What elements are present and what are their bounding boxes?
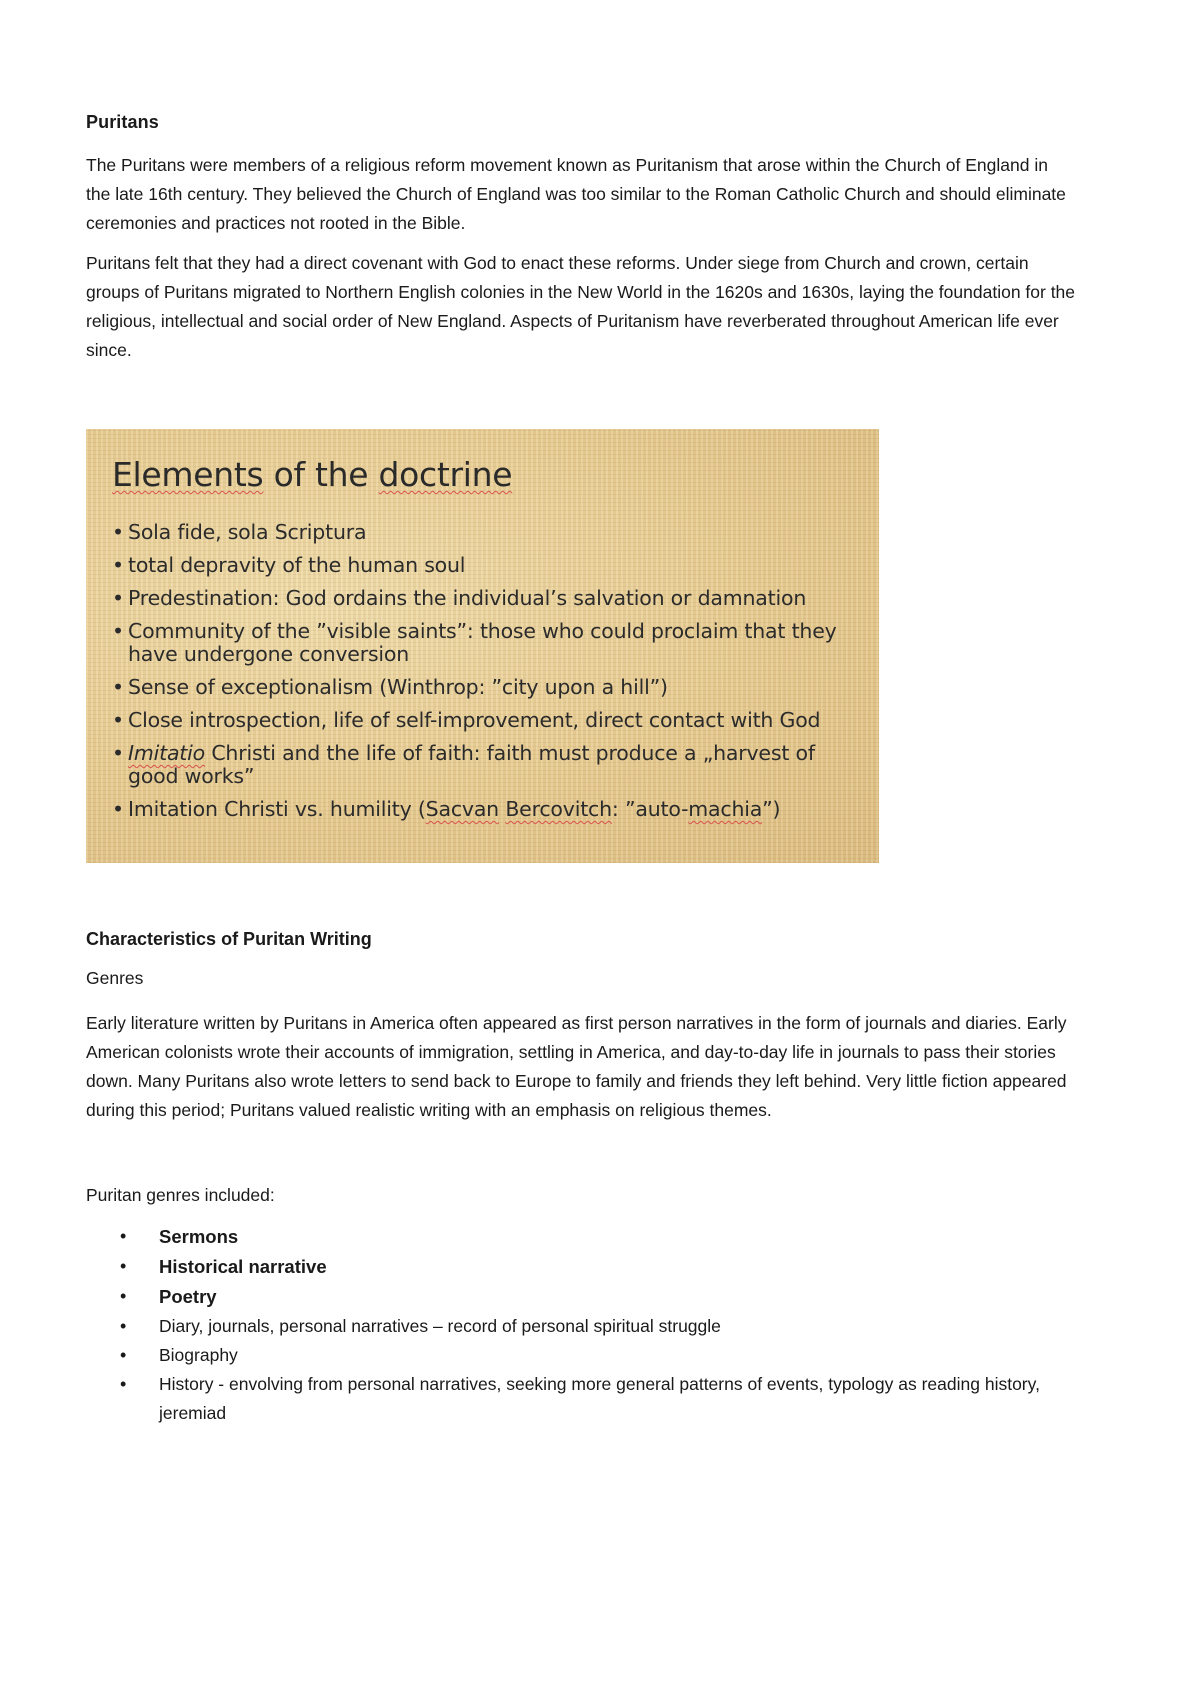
- bullet-icon: •: [112, 675, 124, 699]
- slide-title-word-doctrine: doctrine: [378, 455, 513, 494]
- document-page: [86, 112, 1086, 1428]
- bullet-icon: •: [120, 1256, 127, 1276]
- genre-item: [86, 1222, 1086, 1252]
- genre-item-text: Poetry: [159, 1286, 217, 1307]
- genre-item: [86, 1252, 1086, 1282]
- genre-item-text: Biography: [159, 1345, 238, 1365]
- slide-bullet-item: [112, 554, 862, 577]
- slide-bullet-text: Christi and the life of faith: faith must produce a „harvest of good works”: [128, 741, 815, 788]
- bullet-icon: •: [120, 1345, 127, 1365]
- slide-bullet-text: total depravity of the human soul: [128, 553, 466, 577]
- bullet-icon: •: [112, 586, 124, 610]
- genre-item: [86, 1370, 1086, 1428]
- slide-bullet-item: [112, 620, 862, 666]
- genre-item-text: Sermons: [159, 1226, 239, 1247]
- slide-bullet-text: Sola fide, sola Scriptura: [128, 520, 367, 544]
- genre-list: [86, 1222, 1086, 1428]
- section-heading-puritans: Puritans: [86, 112, 159, 132]
- bullet-icon: •: [112, 553, 124, 577]
- bullet-icon: •: [120, 1286, 127, 1306]
- slide-bullet-item: [112, 587, 862, 610]
- slide-bullet-text: ”): [762, 797, 781, 821]
- slide-bullet-item: [112, 742, 862, 788]
- bullet-icon: •: [112, 741, 124, 765]
- section-heading-characteristics: Characteristics of Puritan Writing: [86, 929, 372, 949]
- bullet-icon: •: [120, 1316, 127, 1336]
- intro-paragraph-1: The Puritans were members of a religious reform movement known as Puritanism that arose within the Church of England in the late 16th century. They believed the Church of England was too similar to the Roman Catholic Church and should eliminate ceremonies and practices not rooted in the Bible.: [86, 155, 1066, 233]
- slide-bullet-word-machia: machia: [688, 797, 763, 821]
- slide-title-connector: of the: [263, 455, 379, 494]
- subheading-genres: Genres: [86, 968, 144, 988]
- genre-item-text: History - envolving from personal narratives, seeking more general patterns of events, typology as reading history, jeremiad: [159, 1374, 1040, 1423]
- doctrine-slide-image: [86, 429, 879, 863]
- slide-bullet-item: [112, 521, 862, 544]
- slide-bullet-item: [112, 709, 862, 732]
- slide-bullet-list: [112, 521, 862, 831]
- slide-bullet-text: Close introspection, life of self-improvement, direct contact with God: [128, 708, 821, 732]
- slide-bullet-text: Predestination: God ordains the individual’s salvation or damnation: [128, 586, 807, 610]
- slide-bullet-text: Imitation Christi vs. humility (: [128, 797, 426, 821]
- bullet-icon: •: [120, 1374, 127, 1394]
- slide-title: [112, 455, 512, 494]
- slide-bullet-name-bercovitch: Bercovitch: [505, 797, 612, 821]
- bullet-icon: •: [120, 1226, 127, 1246]
- slide-bullet-name-sacvan: Sacvan: [425, 797, 499, 821]
- genres-paragraph: Early literature written by Puritans in America often appeared as first person narratives in the form of journals and diaries. Early American colonists wrote their accounts of immigration, settling in America, and day-to-day life in journals to pass their stories down. Many Puritans also wrote letters to send back to Europe to family and friends they left behind. Very little fiction appeared during this period; Puritans valued realistic writing with an emphasis on religious themes.: [86, 1013, 1067, 1120]
- slide-bullet-item: [112, 676, 862, 699]
- genre-item: [86, 1312, 1086, 1341]
- bullet-icon: •: [112, 520, 124, 544]
- slide-bullet-text: Sense of exceptionalism (Winthrop: ”city upon a hill”): [128, 675, 668, 699]
- genre-item-text: Historical narrative: [159, 1256, 327, 1277]
- genre-item: [86, 1341, 1086, 1370]
- slide-bullet-text: Community of the ”visible saints”: those who could proclaim that they have undergone conversion: [128, 619, 837, 666]
- bullet-icon: •: [112, 708, 124, 732]
- slide-bullet-item: [112, 798, 862, 821]
- intro-paragraph-2: Puritans felt that they had a direct covenant with God to enact these reforms. Under siege from Church and crown, certain groups of Puritans migrated to Northern English colonies in the New World in the 1620s and 1630s, laying the foundation for the religious, intellectual and social order of New England. Aspects of Puritanism have reverberated throughout American life ever since.: [86, 253, 1076, 360]
- genre-item-text: Diary, journals, personal narratives – record of personal spiritual struggle: [159, 1316, 721, 1336]
- genre-item: [86, 1282, 1086, 1312]
- bullet-icon: •: [112, 797, 124, 821]
- slide-bullet-italic: Imitatio: [128, 741, 205, 765]
- slide-bullet-text: : ”auto-: [611, 797, 689, 821]
- bullet-icon: •: [112, 619, 124, 643]
- genres-list-label: Puritan genres included:: [86, 1185, 275, 1205]
- slide-title-word-elements: Elements: [112, 455, 264, 494]
